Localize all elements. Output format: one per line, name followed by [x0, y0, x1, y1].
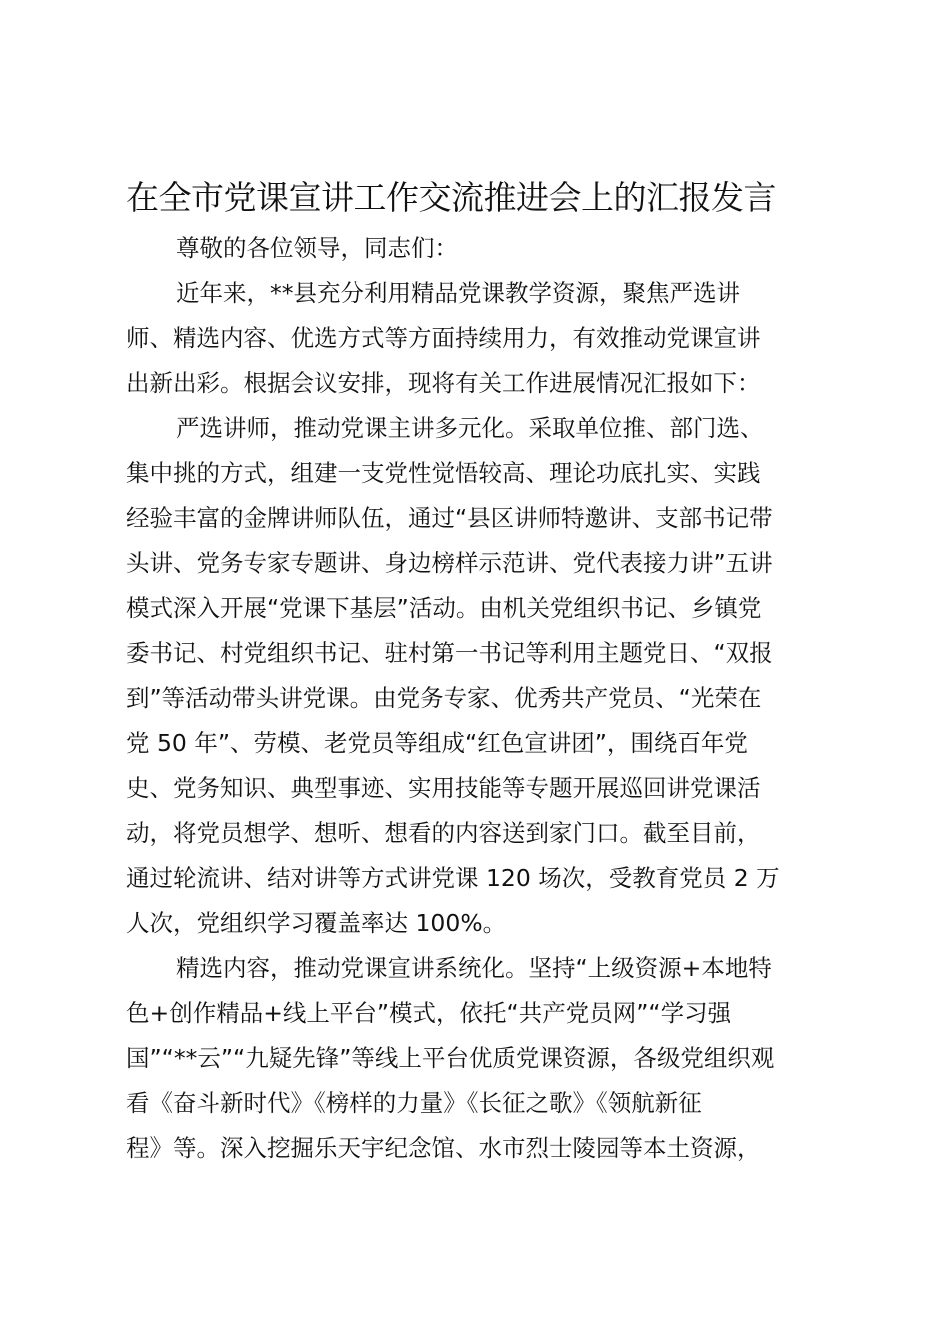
- paragraph-line: 模式深入开展“党课下基层”活动。由机关党组织书记、乡镇党: [126, 594, 762, 622]
- paragraph-line: 史、党务知识、典型事迹、实用技能等专题开展巡回讲党课活: [126, 774, 761, 802]
- paragraph-line: 精选内容，推动党课宣讲系统化。坚持“上级资源+本地特: [176, 954, 772, 982]
- document-title: 在全市党课宣讲工作交流推进会上的汇报发言: [126, 178, 776, 217]
- paragraph-line: 师、精选内容、优选方式等方面持续用力，有效推动党课宣讲: [126, 324, 761, 352]
- paragraph-line: 动，将党员想学、想听、想看的内容送到家门口。截至目前，: [126, 819, 761, 847]
- lecturer-paragraph: [126, 406, 836, 946]
- paragraph-line: 尊敬的各位领导，同志们：: [176, 234, 458, 262]
- paragraph-line: 近年来，**县充分利用精品党课教学资源，聚焦严选讲: [176, 279, 740, 307]
- paragraph-line: 程》等。深入挖掘乐天宇纪念馆、水市烈士陵园等本土资源，: [126, 1134, 761, 1162]
- paragraph-line: 看《奋斗新时代》《榜样的力量》《长征之歌》《领航新征: [126, 1089, 702, 1117]
- paragraph-line: 经验丰富的金牌讲师队伍，通过“县区讲师特邀讲、支部书记带: [126, 504, 773, 532]
- content-paragraph: [126, 946, 836, 1171]
- paragraph-line: 集中挑的方式，组建一支党性觉悟较高、理论功底扎实、实践: [126, 459, 761, 487]
- paragraph-line: 色+创作精品+线上平台”模式，依托“共产党员网”“学习强: [126, 999, 732, 1027]
- paragraph-line: 出新出彩。根据会议安排，现将有关工作进展情况汇报如下：: [126, 369, 761, 397]
- salutation-paragraph: [126, 226, 836, 271]
- paragraph-line: 到”等活动带头讲党课。由党务专家、优秀共产党员、“光荣在: [126, 684, 762, 712]
- paragraph-line: 通过轮流讲、结对讲等方式讲党课 120 场次，受教育党员 2 万: [126, 864, 780, 892]
- paragraph-line: 党 50 年”、劳模、老党员等组成“红色宣讲团”，围绕百年党: [126, 729, 748, 757]
- paragraph-line: 国”“**云”“九疑先锋”等线上平台优质党课资源，各级党组织观: [126, 1044, 775, 1072]
- intro-paragraph: [126, 271, 836, 406]
- paragraph-line: 人次，党组织学习覆盖率达 100%。: [126, 909, 507, 937]
- paragraph-line: 委书记、村党组织书记、驻村第一书记等利用主题党日、“双报: [126, 639, 773, 667]
- paragraph-line: 严选讲师，推动党课主讲多元化。采取单位推、部门选、: [176, 414, 764, 442]
- paragraph-line: 头讲、党务专家专题讲、身边榜样示范讲、党代表接力讲”五讲: [126, 549, 773, 577]
